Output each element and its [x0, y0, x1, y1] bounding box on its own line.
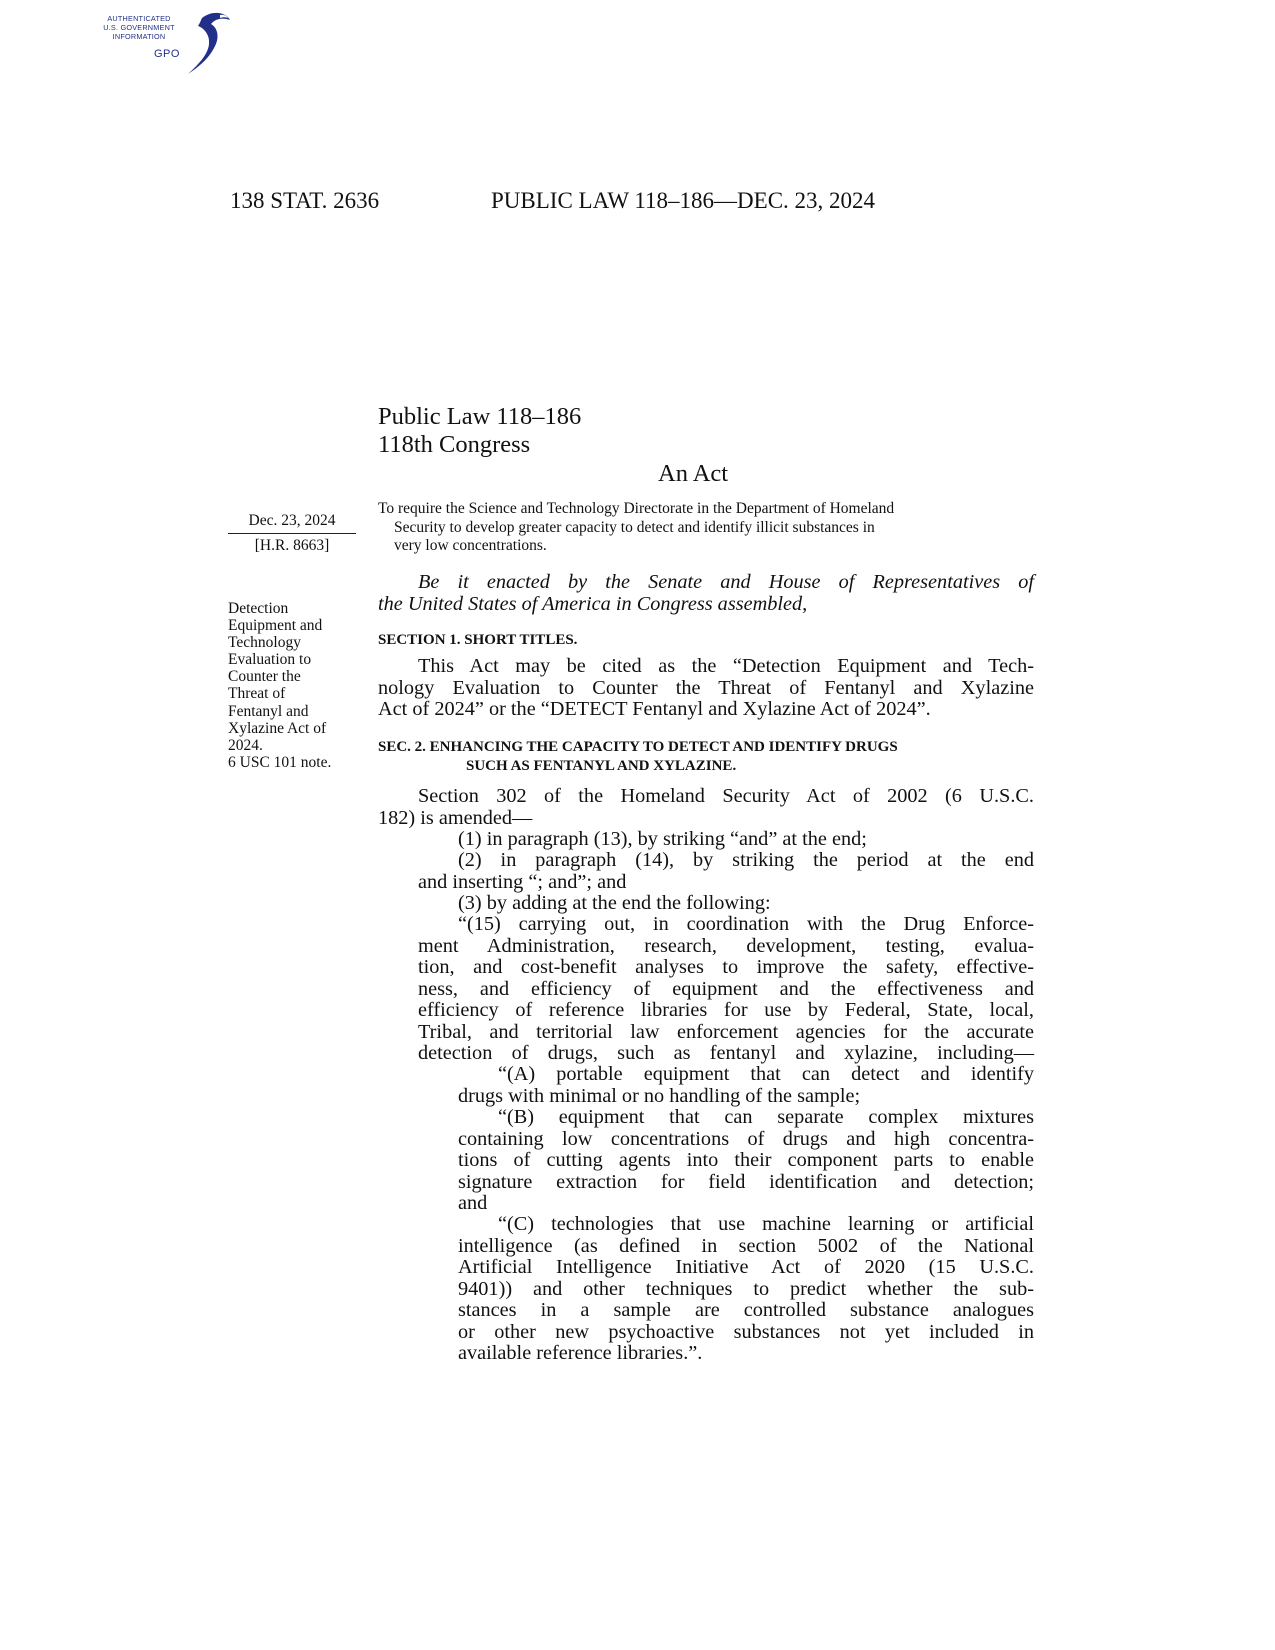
seal-line-3: INFORMATION	[112, 32, 166, 41]
text-line: and inserting “; and”; and	[418, 870, 627, 893]
enacting-clause	[378, 572, 1034, 615]
section-1-text	[378, 656, 1034, 721]
public-law-running-head: PUBLIC LAW 118–186—DEC. 23, 2024	[491, 188, 876, 213]
seal-line-2: U.S. GOVERNMENT	[103, 23, 175, 32]
text-line: or other new psychoactive substances not yet included in	[458, 1320, 1034, 1343]
text-line: Tribal, and territorial law enforcement agencies for the accurate	[418, 1020, 1034, 1043]
section-2-intro	[378, 786, 1034, 829]
text-line: signature extraction for field identification and detection;	[458, 1170, 1034, 1193]
text-line: containing low concentrations of drugs and high concentra-	[458, 1127, 1034, 1150]
margin-bill-number: [H.R. 8663]	[254, 537, 330, 554]
section-2-heading	[378, 738, 1034, 776]
text-line: “(C) technologies that use machine learning or artificial	[498, 1213, 1034, 1235]
margin-note-line: Counter the	[228, 668, 301, 686]
new-paragraph-15	[418, 914, 1034, 1065]
amendment-item-1	[418, 829, 1034, 851]
act-title: An Act	[658, 460, 729, 487]
margin-short-title-note	[228, 600, 356, 771]
text-line: tion, and cost-benefit analyses to improve the safety, effective-	[418, 956, 1034, 978]
gpo-authentication-seal	[92, 8, 232, 74]
heading-line: SEC. 2. ENHANCING THE CAPACITY TO DETECT AND IDENTIFY DRUGS	[378, 739, 898, 755]
text-line: tions of cutting agents into their component parts to enable	[458, 1149, 1034, 1171]
text-line: “(A) portable equipment that can detect and identify	[498, 1063, 1034, 1085]
eagle-swoosh-icon	[182, 8, 234, 80]
margin-note-line: 6 USC 101 note.	[228, 753, 332, 771]
margin-note-line: Evaluation to	[228, 651, 312, 669]
stat-page-number: 138 STAT. 2636	[230, 188, 380, 213]
text-line: Act of 2024” or the “DETECT Fentanyl and Xylazine Act of 2024”.	[378, 698, 931, 720]
public-law-number: Public Law 118–186	[378, 403, 582, 430]
text-line: (3) by adding at the end the following:	[458, 892, 771, 914]
amendment-item-2	[418, 850, 1034, 893]
margin-divider	[228, 533, 356, 534]
margin-enactment-date: Dec. 23, 2024	[248, 512, 336, 529]
subparagraph-b	[458, 1107, 1034, 1215]
text-line: stances in a sample are controlled substance analogues	[458, 1299, 1034, 1321]
purpose-line: Security to develop greater capacity to detect and identify illicit substances in	[394, 518, 875, 536]
text-line: “(B) equipment that can separate complex mixtures	[498, 1106, 1034, 1128]
subparagraph-c	[458, 1214, 1034, 1365]
text-line: (2) in paragraph (14), by striking the period at the end	[458, 849, 1034, 871]
text-line: ness, and efficiency of equipment and the effectiveness and	[418, 977, 1034, 1000]
purpose-line: very low concentrations.	[394, 537, 547, 554]
text-line: nology Evaluation to Counter the Threat of Fentanyl and Xylazine	[378, 676, 1034, 699]
margin-note-line: Equipment and	[228, 617, 323, 635]
subparagraph-a	[458, 1064, 1034, 1107]
text-line: intelligence (as defined in section 5002 of the National	[458, 1234, 1034, 1257]
purpose-statement	[378, 500, 1034, 556]
amendment-item-3	[418, 893, 1034, 915]
text-line: Section 302 of the Homeland Security Act of 2002 (6 U.S.C.	[418, 785, 1034, 807]
margin-note-line: Threat of	[228, 685, 286, 703]
seal-text	[92, 14, 186, 41]
text-line: ment Administration, research, development, testing, evalua-	[418, 934, 1034, 957]
enacting-line: Be it enacted by the Senate and House of Representatives of	[418, 571, 1034, 593]
margin-note-line: 2024.	[228, 736, 263, 754]
margin-note-line: Detection	[228, 600, 289, 617]
text-line: detection of drugs, such as fentanyl and xylazine, including—	[418, 1042, 1034, 1064]
margin-note-line: Fentanyl and	[228, 702, 309, 720]
enacting-line: the United States of America in Congress assembled,	[378, 592, 808, 615]
purpose-line: To require the Science and Technology Directorate in the Department of Homeland	[378, 500, 895, 517]
text-line: 9401)) and other techniques to predict whether the sub-	[458, 1277, 1034, 1300]
margin-note-line: Xylazine Act of	[228, 719, 327, 737]
text-line: (1) in paragraph (13), by striking “and” at the end;	[458, 828, 867, 850]
text-line: drugs with minimal or no handling of the sample;	[458, 1084, 861, 1107]
text-line: “(15) carrying out, in coordination with the Drug Enforce-	[458, 913, 1034, 935]
text-line: efficiency of reference libraries for use by Federal, State, local,	[418, 999, 1034, 1021]
text-line: available reference libraries.”.	[458, 1342, 703, 1364]
text-line: This Act may be cited as the “Detection Equipment and Tech-	[418, 655, 1034, 677]
text-line: and	[458, 1192, 488, 1214]
section-1-heading: SECTION 1. SHORT TITLES.	[378, 632, 578, 648]
heading-line: SUCH AS FENTANYL AND XYLAZINE.	[466, 758, 737, 774]
seal-gpo-mark: GPO	[154, 48, 180, 60]
seal-line-1: AUTHENTICATED	[107, 14, 171, 23]
text-line: Artificial Intelligence Initiative Act of 2020 (15 U.S.C.	[458, 1256, 1034, 1278]
text-line: 182) is amended—	[378, 806, 533, 829]
margin-note-line: Technology	[228, 634, 301, 652]
congress-number: 118th Congress	[378, 431, 531, 458]
